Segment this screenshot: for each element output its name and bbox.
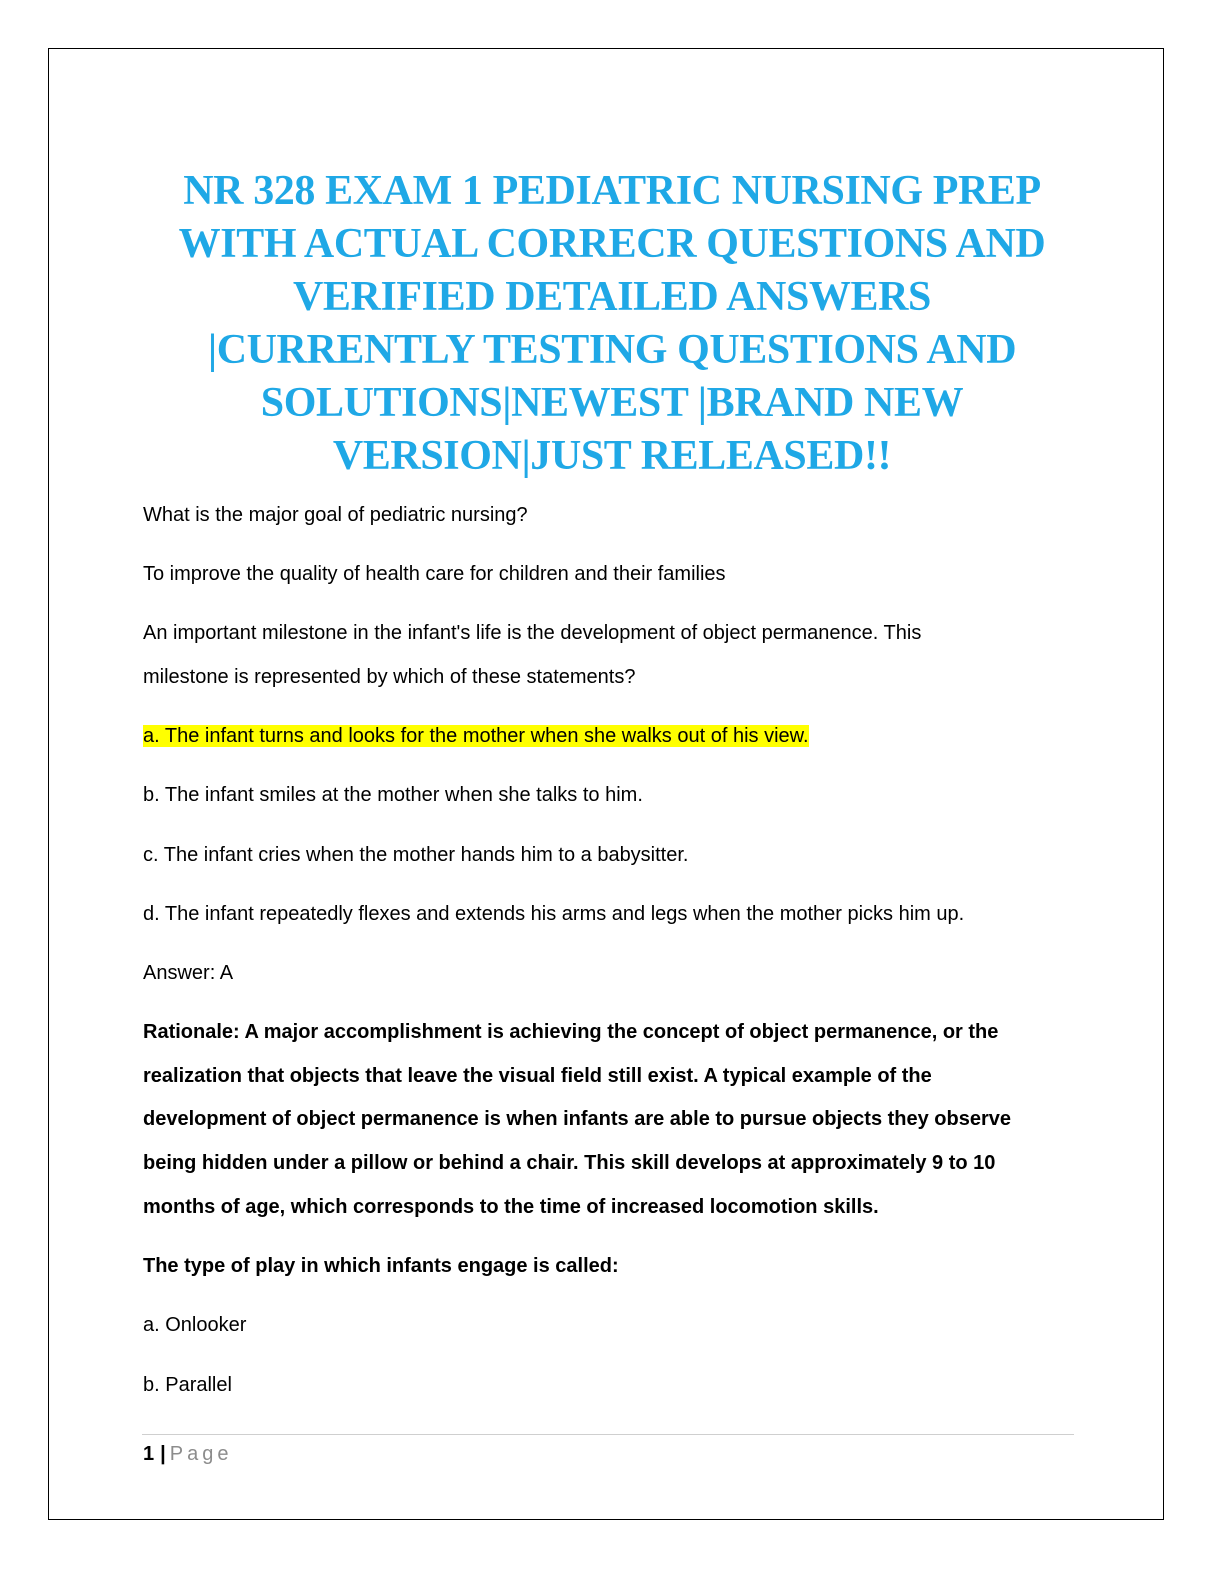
document-title <box>120 165 1104 483</box>
page-number: 1 <box>143 1443 155 1465</box>
option-a-highlighted <box>143 714 809 758</box>
rationale-line: realization that objects that leave the visual field still exist. A typical example of the <box>143 1065 932 1087</box>
title-line: |CURRENTLY TESTING QUESTIONS AND <box>207 327 1017 373</box>
answer-1: To improve the quality of health care for children and their families <box>143 563 726 585</box>
option-d: d. The infant repeatedly flexes and extends his arms and legs when the mother picks him up. <box>143 903 965 925</box>
page-label: Page <box>169 1443 233 1465</box>
title-line: VERSION|JUST RELEASED!! <box>332 433 892 479</box>
footer-rule <box>142 1434 1074 1435</box>
question-3: The type of play in which infants engage is called: <box>143 1255 619 1277</box>
option-b: b. Parallel <box>143 1374 232 1396</box>
highlighted-answer: a. The infant turns and looks for the mother when she walks out of his view. <box>143 725 809 747</box>
title-line: VERIFIED DETAILED ANSWERS <box>292 274 932 320</box>
page-footer <box>143 1440 232 1468</box>
answer-2: Answer: A <box>143 962 234 984</box>
option-b: b. The infant smiles at the mother when she talks to him. <box>143 784 643 806</box>
rationale-line: being hidden under a pillow or behind a chair. This skill develops at approximately 9 to 10 <box>143 1152 996 1174</box>
option-a: a. Onlooker <box>143 1314 247 1336</box>
footer-separator: | <box>160 1443 166 1465</box>
question-2-line-1: An important milestone in the infant's life is the development of object permanence. This <box>143 622 922 644</box>
option-c: c. The infant cries when the mother hands him to a babysitter. <box>143 844 689 866</box>
question-1: What is the major goal of pediatric nursing? <box>143 504 528 526</box>
title-line: NR 328 EXAM 1 PEDIATRIC NURSING PREP <box>183 168 1041 214</box>
question-2-line-2: milestone is represented by which of these statements? <box>143 666 636 688</box>
title-line: WITH ACTUAL CORRECR QUESTIONS AND <box>178 221 1046 267</box>
title-line: SOLUTIONS|NEWEST |BRAND NEW <box>260 380 964 426</box>
rationale-line: development of object permanence is when infants are able to pursue objects they observe <box>143 1108 1012 1130</box>
rationale-line: Rationale: A major accomplishment is achieving the concept of object permanence, or the <box>143 1021 999 1043</box>
rationale-line: months of age, which corresponds to the time of increased locomotion skills. <box>143 1196 879 1218</box>
